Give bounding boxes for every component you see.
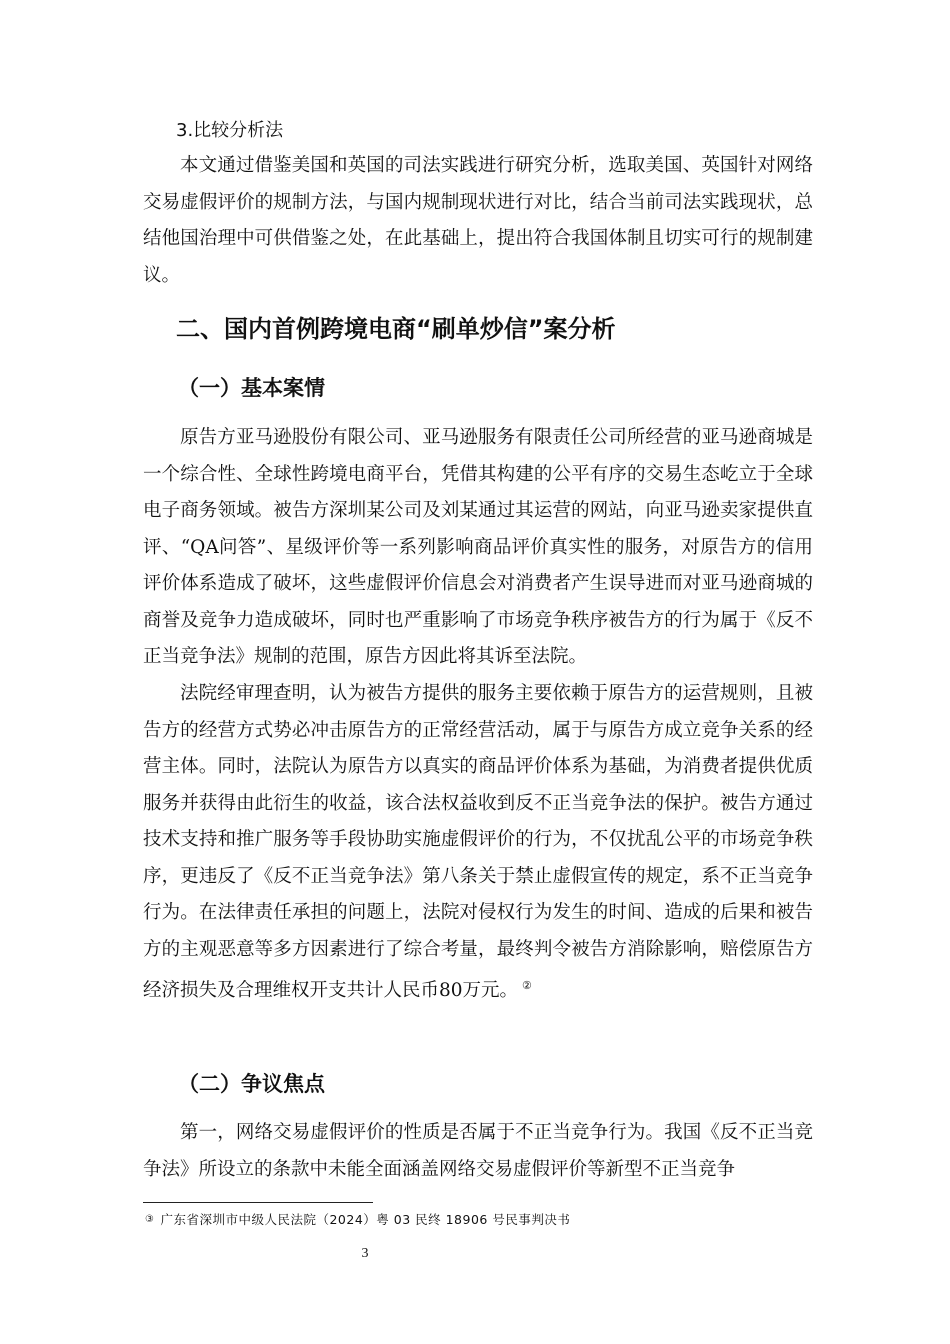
subsection-heading-comparative-analysis: 3.比较分析法 [176,120,284,141]
chapter-heading: 二、国内首例跨境电商“刷单炒信”案分析 [176,315,616,343]
footnote [145,1211,570,1229]
footnote-text: 广东省深圳市中级人民法院（2024）粤 03 民终 18906 号民事判决书 [160,1212,571,1227]
paragraph-case-facts: 原告方亚马逊股份有限公司、亚马逊服务有限责任公司所经营的亚马逊商城是一个综合性、全球性跨境电商平台，凭借其构建的公平有序的交易生态屹立于全球电子商务领域。被告方深圳某公司及刘某通过其运营的网站，向亚马逊卖家提供直评、“QA问答”、星级评价等一系列影响商品评价真实性的服务，对原告方的信用评价体系造成了破坏，这些虚假评价信息会对消费者产生误导进而对亚马逊商城的商誉及竞争力造成破坏，同时也严重影响了市场竞争秩序被告方的行为属于《反不正当竞争法》规制的范围，原告方因此将其诉至法院。 [143,427,813,667]
footnote-reference: ② [522,979,532,992]
paragraph-court-findings-text: 法院经审理查明，认为被告方提供的服务主要依赖于原告方的运营规则，且被告方的经营方式势必冲击原告方的正常经营活动，属于与原告方成立竞争关系的经营主体。同时，法院认为原告方以真实的商品评价体系为基础，为消费者提供优质服务并获得由此衍生的收益，该合法权益收到反不正当竞争法的保护。被告方通过技术支持和推广服务等手段协助实施虚假评价的行为，不仅扰乱公平的市场竞争秩序，更违反了《反不正当竞争法》第八条关于禁止虚假宣传的规定，系不正当竞争行为。在法律责任承担的问题上，法院对侵权行为发生的时间、造成的后果和被告方的主观恶意等多方因素进行了综合考量，最终判令被告方消除影响，赔偿原告方经济损失及合理维权开支共计人民币80万元。 [143,683,813,1001]
footnote-mark: ③ [145,1214,155,1225]
paragraph-court-findings [143,676,813,1010]
section-heading-basic-case: （一）基本案情 [178,376,325,400]
paragraph-dispute-first: 第一，网络交易虚假评价的性质是否属于不正当竞争行为。我国《反不正当竞争法》所设立的条款中未能全面涵盖网络交易虚假评价等新型不正当竞争 [143,1122,813,1180]
footnote-divider [143,1202,373,1203]
page-number: 3 [361,1246,369,1261]
section-heading-dispute-focus: （二）争议焦点 [178,1072,325,1096]
paragraph-comparative-analysis: 本文通过借鉴美国和英国的司法实践进行研究分析，选取美国、英国针对网络交易虚假评价的规制方法，与国内规制现状进行对比，结合当前司法实践现状，总结他国治理中可供借鉴之处，在此基础上，提出符合我国体制且切实可行的规制建议。 [143,155,813,286]
